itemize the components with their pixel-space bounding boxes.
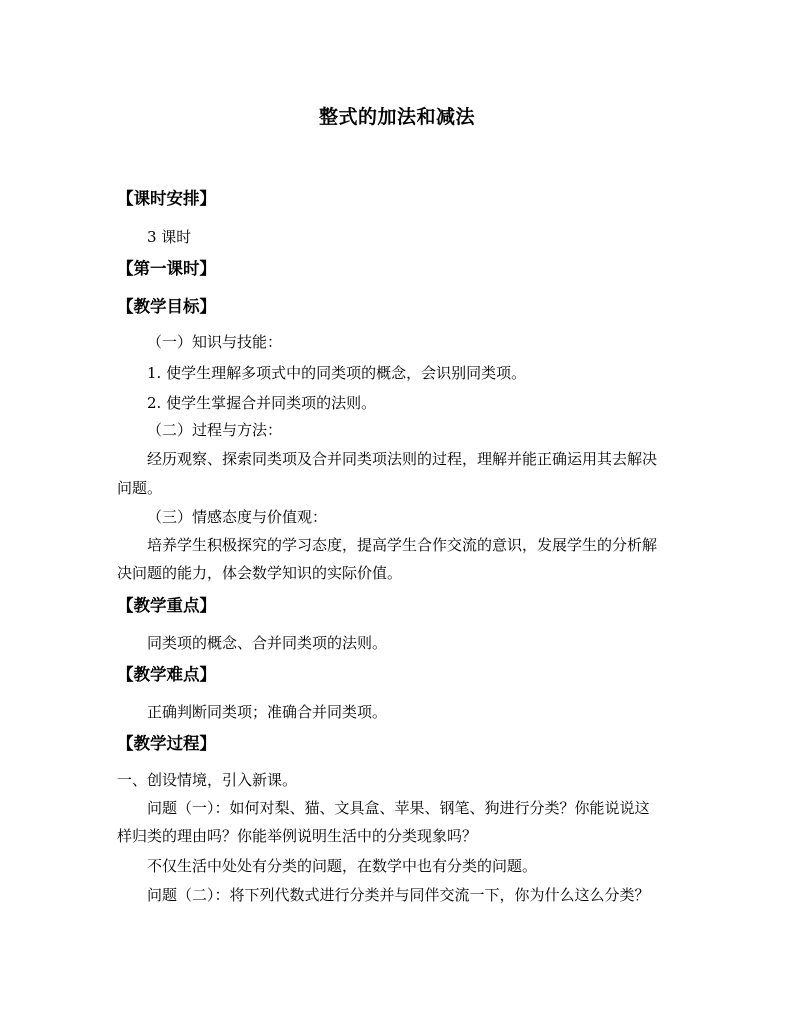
section-heading-objectives: 【教学目标】 (117, 297, 216, 316)
objective-2-text-line-1: 经历观察、探索同类项及合并同类项法则的过程，理解并能正确运用其去解决 (147, 450, 658, 468)
key-points-text: 同类项的概念、合并同类项的法则。 (147, 634, 388, 652)
objective-1-label: （一）知识与技能： (147, 333, 283, 351)
objective-2-text-line-2: 问题。 (117, 479, 163, 497)
section-heading-schedule: 【课时安排】 (117, 189, 216, 208)
process-step-1: 一、创设情境，引入新课。 (117, 771, 298, 789)
objective-1-item-1: 1. 使学生理解多项式中的同类项的概念，会识别同类项。 (147, 364, 527, 382)
question-2-line-1: 问题（二）：将下列代数式进行分类并与同伴交流一下，你为什么这么分类？ (147, 886, 650, 904)
schedule-text: 3 课时 (147, 228, 192, 246)
objective-3-text-line-1: 培养学生积极探究的学习态度，提高学生合作交流的意识，发展学生的分析解 (147, 536, 658, 554)
objective-3-label: （三）情感态度与价值观： (147, 508, 328, 526)
question-1-line-2: 样归类的理由吗？你能举例说明生活中的分类现象吗？ (117, 827, 478, 845)
statement-text: 不仅生活中处处有分类的问题，在数学中也有分类的问题。 (147, 857, 538, 875)
section-heading-difficulties: 【教学难点】 (117, 665, 216, 684)
objective-3-text-line-2: 决问题的能力，体会数学知识的实际价值。 (117, 564, 403, 582)
objective-2-label: （二）过程与方法： (147, 421, 283, 439)
difficulties-text: 正确判断同类项；准确合并同类项。 (147, 703, 388, 721)
section-heading-process: 【教学过程】 (117, 734, 216, 753)
document-title: 整式的加法和减法 (318, 106, 475, 128)
objective-1-item-2: 2. 使学生掌握合并同类项的法则。 (147, 394, 377, 412)
question-1-line-1: 问题（一）：如何对梨、猫、文具盒、苹果、钢笔、狗进行分类？你能说说这 (147, 799, 650, 817)
section-heading-lesson1: 【第一课时】 (117, 259, 216, 278)
section-heading-key-points: 【教学重点】 (117, 596, 216, 615)
